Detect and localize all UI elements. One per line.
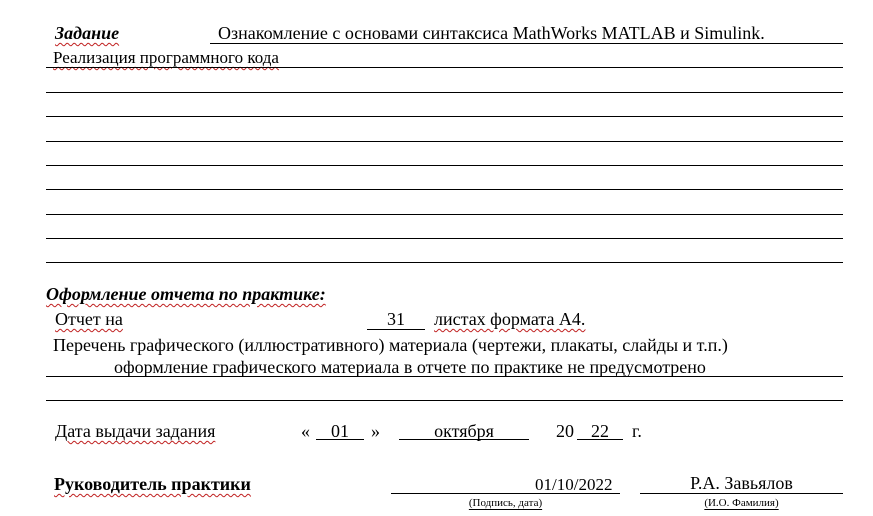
- issue-date-month: октября: [434, 421, 494, 441]
- issue-date-year-unit: г.: [632, 421, 642, 441]
- ruled-line: [46, 400, 843, 401]
- issue-date-day-underline: [316, 439, 364, 440]
- report-pages-prefix: Отчет на: [55, 309, 123, 329]
- supervisor-name: Р.А. Завьялов: [690, 473, 793, 493]
- issue-date-label: Дата выдачи задания: [55, 421, 216, 441]
- ruled-line: [46, 165, 843, 166]
- task-label: Задание: [55, 23, 120, 43]
- signature-caption: (Подпись, дата): [468, 497, 543, 509]
- task-title: Ознакомление с основами синтаксиса MathWorks MATLAB и Simulink.: [218, 23, 765, 43]
- issue-date-month-underline: [399, 439, 529, 440]
- task-line-2: Реализация программного кода: [53, 48, 279, 67]
- ruled-line: [46, 189, 843, 190]
- issue-date-close-quote: »: [371, 421, 380, 441]
- issue-date-year-prefix: 20: [556, 421, 574, 441]
- report-pages-underline: [367, 329, 425, 330]
- issue-date-day: 01: [331, 421, 349, 441]
- issue-date-open-quote: «: [301, 421, 310, 441]
- signature-line: [391, 493, 620, 494]
- report-graphics-label: Перечень графического (иллюстративного) материала (чертежи, плакаты, слайды и т.п.): [53, 335, 728, 355]
- task-title-underline: [210, 43, 843, 44]
- ruled-line: [46, 141, 843, 142]
- report-pages-suffix: листах формата А4.: [434, 309, 586, 329]
- ruled-line: [46, 214, 843, 215]
- report-pages-value: 31: [387, 309, 405, 329]
- report-heading: Оформление отчета по практике:: [46, 284, 326, 304]
- name-line: [640, 493, 843, 494]
- issue-date-year-suffix: 22: [591, 421, 609, 441]
- name-caption: (И.О. Фамилия): [704, 497, 779, 509]
- ruled-line: [46, 116, 843, 117]
- report-graphics-value: оформление графического материала в отчете по практике не предусмотрено: [114, 357, 706, 377]
- supervisor-label: Руководитель практики: [54, 474, 251, 494]
- ruled-line: [46, 92, 843, 93]
- ruled-line: [46, 67, 843, 68]
- ruled-line: [46, 376, 843, 377]
- issue-date-year-underline: [577, 439, 623, 440]
- supervisor-date: 01/10/2022: [535, 475, 613, 494]
- ruled-line: [46, 238, 843, 239]
- ruled-line: [46, 262, 843, 263]
